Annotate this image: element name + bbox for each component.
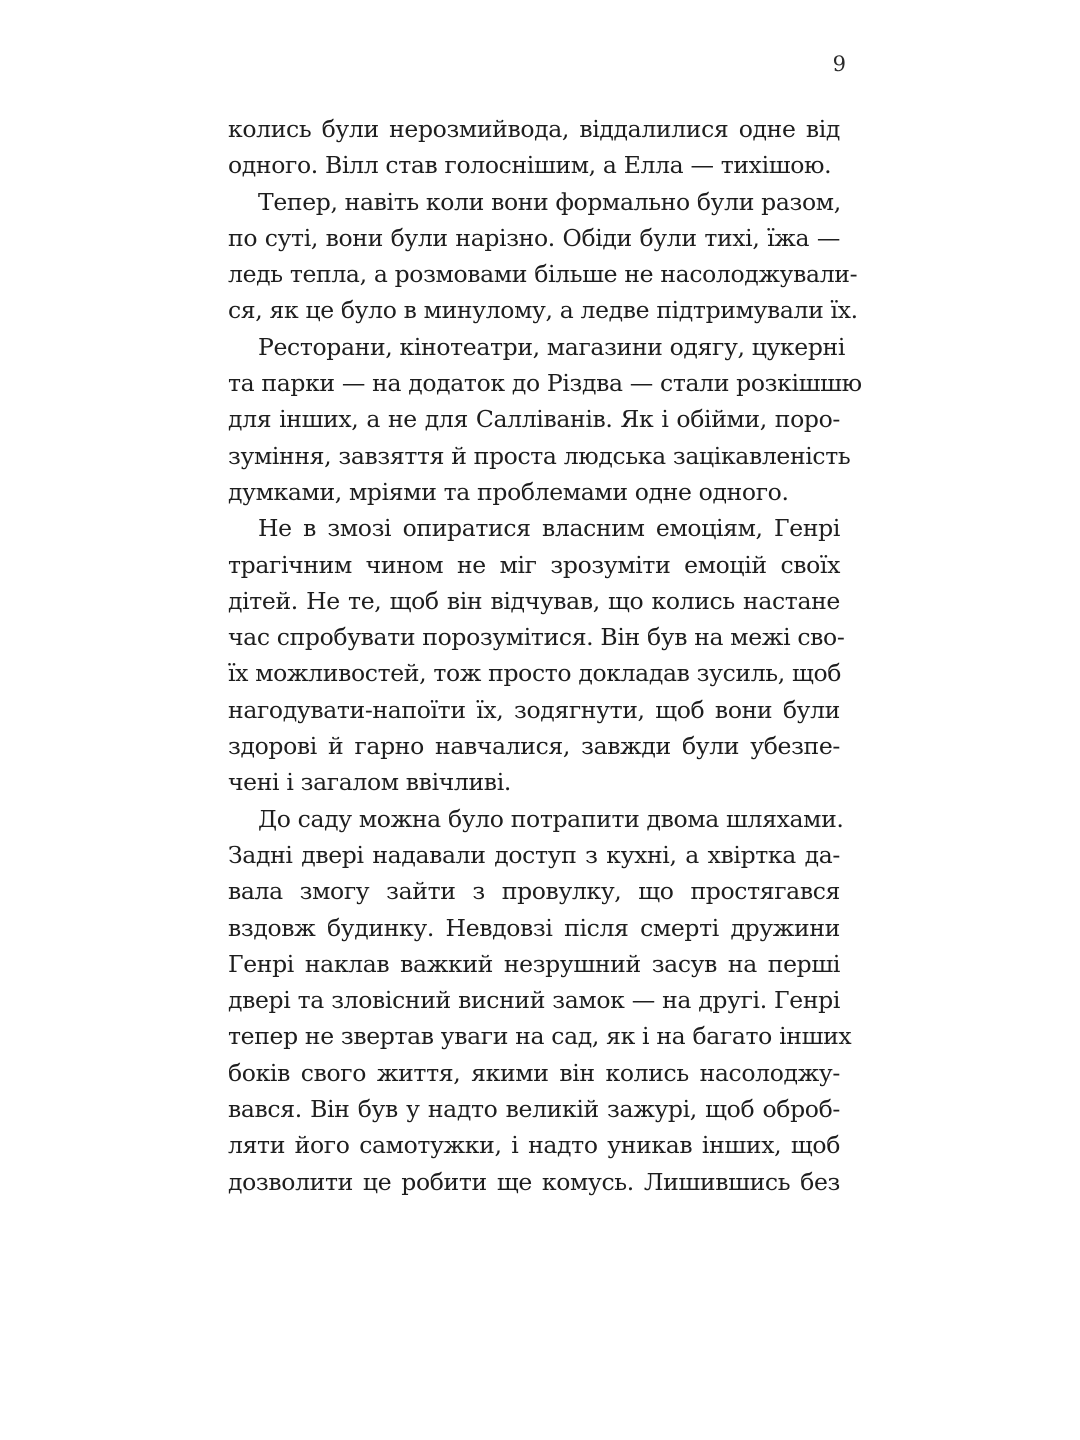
paragraph	[228, 111, 840, 184]
text-line: для інших, а не для Салліванів. Як і обійми, поро-	[228, 405, 840, 434]
text-line: час спробувати порозумітися. Він був на межі сво-	[228, 623, 845, 652]
text-line: думками, мріями та проблемами одне одного.	[228, 477, 789, 506]
paragraph	[228, 329, 862, 510]
text-line: двері та зловісний висний замок — на другі. Генрі	[228, 986, 840, 1015]
text-line: по суті, вони були нарізно. Обіди були тихі, їжа —	[228, 223, 840, 252]
text-line: вала змогу зайти з провулку, що простягався	[228, 877, 840, 906]
body-text	[228, 111, 862, 1200]
text-line: ляти його самотужки, і надто уникав інших, щоб	[228, 1131, 840, 1160]
paragraph	[228, 801, 852, 1200]
text-line: ледь тепла, а розмовами більше не насолоджували-	[228, 260, 858, 289]
text-line: Тепер, навіть коли вони формально були разом,	[258, 187, 841, 216]
paragraph	[228, 510, 845, 800]
text-line: Задні двері надавали доступ з кухні, а хвіртка да-	[228, 840, 840, 869]
text-line: Не в змозі опиратися власним емоціям, Генрі	[258, 514, 840, 543]
text-line: Генрі наклав важкий незрушний засув на перші	[228, 949, 840, 978]
text-line: їх можливостей, тож просто докладав зусиль, щоб	[228, 659, 842, 688]
text-line: ся, як це було в минулому, а ледве підтримували їх.	[228, 296, 858, 325]
text-line: дітей. Не те, щоб він відчував, що колись настане	[228, 586, 840, 615]
text-line: вздовж будинку. Невдовзі після смерті дружини	[228, 913, 840, 942]
text-line: боків свого життя, якими він колись насолоджу-	[228, 1058, 840, 1087]
text-line: нагодувати-напоїти їх, зодягнути, щоб вони були	[228, 695, 840, 724]
text-line: Ресторани, кінотеатри, магазини одягу, цукерні	[258, 332, 845, 361]
text-line: та парки — на додаток до Різдва — стали розкішшю	[228, 369, 862, 398]
text-line: колись були нерозмийвода, віддалилися одне від	[228, 115, 840, 143]
text-line: чені і загалом ввічливі.	[228, 768, 511, 797]
text-line: здорові й гарно навчалися, завжди були убезпе-	[228, 732, 840, 761]
page-number: 9	[832, 52, 846, 76]
text-line: трагічним чином не міг зрозуміти емоцій своїх	[228, 550, 840, 579]
text-line: тепер не звертав уваги на сад, як і на багато інших	[228, 1022, 852, 1051]
text-line: дозволити це робити ще комусь. Лишившись без	[228, 1167, 840, 1196]
text-line: зуміння, завзяття й проста людська зацікавленість	[228, 441, 851, 470]
text-line: вався. Він був у надто великій зажурі, щоб оброб-	[228, 1095, 840, 1124]
text-line: одного. Вілл став голоснішим, а Елла — тихішою.	[228, 151, 832, 180]
text-line: До саду можна було потрапити двома шляхами.	[258, 804, 844, 833]
paragraph	[228, 184, 858, 329]
